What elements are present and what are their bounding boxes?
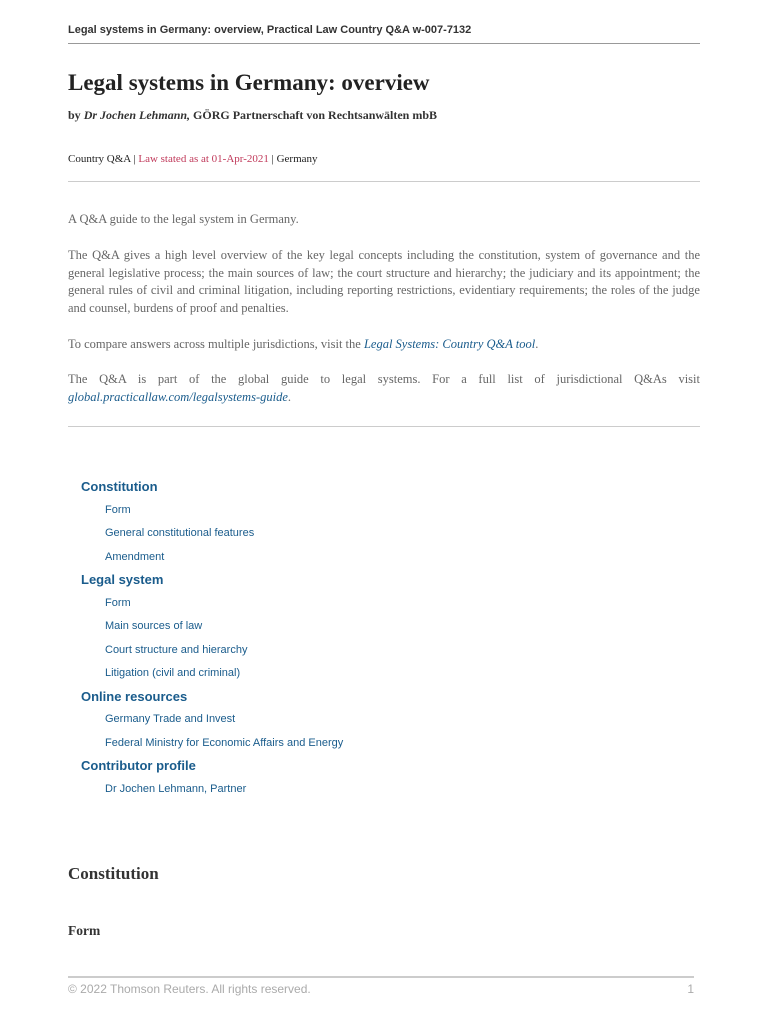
intro-divider [68,426,700,427]
subsection-heading: Form [68,923,101,938]
toc-item-court-structure[interactable]: Court structure and hierarchy [105,644,248,656]
toc-heading-legal-system[interactable]: Legal system [81,572,164,587]
global-guide-text: The Q&A is part of the global guide to legal systems. For a full list of jurisdictional Q&As visit [68,372,700,386]
copyright-notice: © 2022 Thomson Reuters. All rights reserved. [68,982,311,996]
compare-punctuation: . [535,337,539,351]
toc-heading-online-resources[interactable]: Online resources [81,689,188,704]
global-guide-punctuation: . [287,389,291,404]
section-heading: Constitution [68,864,159,883]
toc-item-form[interactable]: Form [105,504,131,516]
document-title: Legal systems in Germany: overview [68,70,430,95]
global-guide-link[interactable]: global.practicallaw.com/legalsystems-guide [68,389,288,404]
compare-text: To compare answers across multiple jurisdictions, visit the [68,337,361,351]
page-number: 1 [687,982,694,996]
toc-item-main-sources-of-law[interactable]: Main sources of law [105,620,203,632]
country-qa-tool-link[interactable]: Legal Systems: Country Q&A tool [363,337,536,351]
toc-item-federal-ministry[interactable]: Federal Ministry for Economic Affairs and Energy [105,737,344,749]
toc-item-litigation[interactable]: Litigation (civil and criminal) [105,667,241,679]
toc-item-general-constitutional-features[interactable]: General constitutional features [105,527,255,539]
law-stated-date: Law stated as at 01-Apr-2021 [138,153,269,165]
resource-type: Country Q&A [68,153,131,165]
footer-divider [68,976,694,978]
toc-heading-contributor-profile[interactable]: Contributor profile [81,758,196,773]
firm-name: GÖRG Partnerschaft von Rechtsanwälten mbB [193,108,438,122]
running-header: Legal systems in Germany: overview, Practical Law Country Q&A w-007-7132 [68,24,472,36]
toc-item-amendment[interactable]: Amendment [105,551,165,563]
toc-item-germany-trade-and-invest[interactable]: Germany Trade and Invest [105,713,236,725]
toc-item-form[interactable]: Form [105,597,131,609]
toc-item-contributor[interactable]: Dr Jochen Lehmann, Partner [105,783,247,795]
author-name: Dr Jochen Lehmann, [83,108,191,122]
page-footer [68,982,694,996]
intro-paragraph: The Q&A gives a high level overview of the key legal concepts including the constitution, system of governance and the general legislative process; the main sources of law; the court structure and hierarchy; the judiciary and its appointment; the general rules of civil and criminal litigation, including reporting restrictions, evidentiary requirements; the roles of the judge and counsel, burdens of proof and penalties. [68,248,700,315]
jurisdiction: Germany [276,153,318,165]
header-divider [68,43,700,44]
document-meta [68,153,318,165]
meta-separator: | [133,153,136,165]
compare-paragraph [68,336,700,354]
meta-divider [68,181,700,182]
intro-paragraph: A Q&A guide to the legal system in Germany. [68,212,299,226]
meta-separator: | [271,153,274,165]
byline [68,108,437,123]
global-guide-paragraph [68,371,700,406]
toc-heading-constitution[interactable]: Constitution [81,479,158,494]
byline-prefix: by [68,108,81,122]
